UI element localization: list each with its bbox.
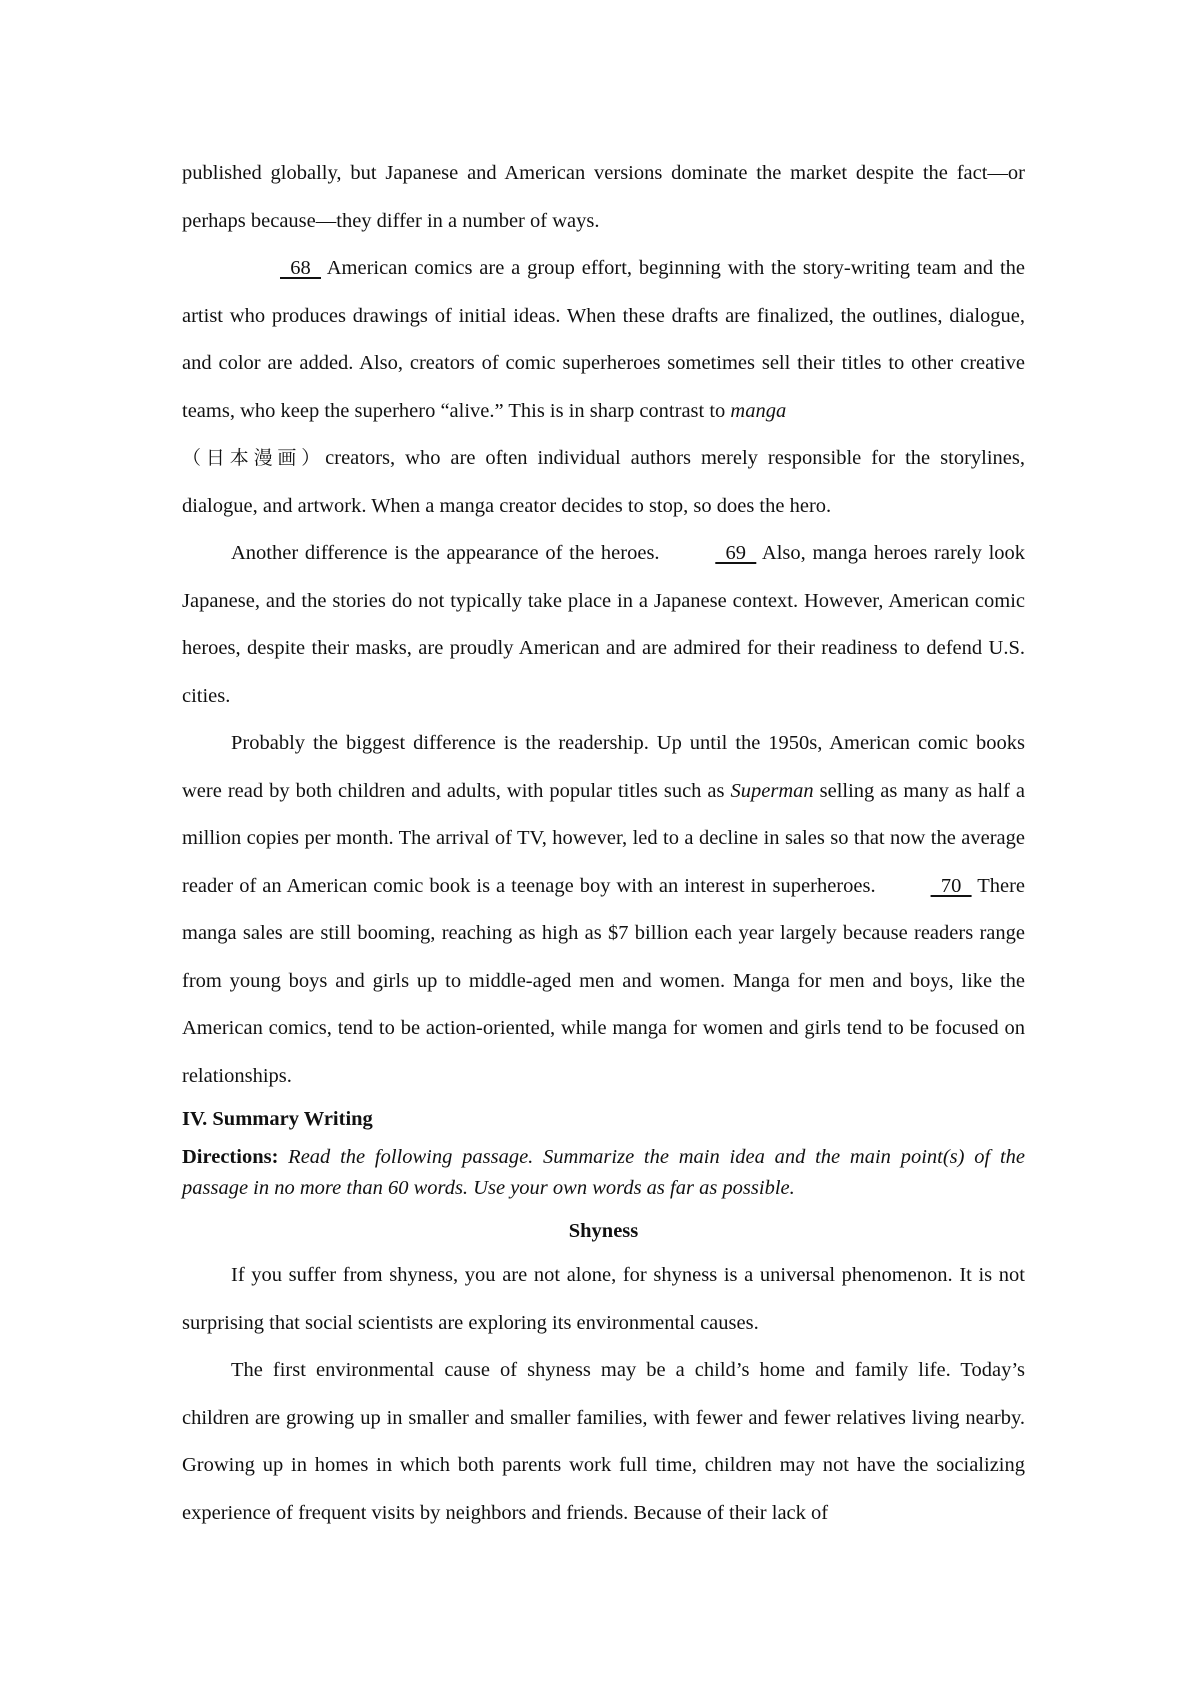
paragraph-group-effort bbox=[182, 245, 1025, 530]
blank-69[interactable]: 69 bbox=[715, 542, 757, 564]
blank-70[interactable]: 70 bbox=[930, 874, 972, 897]
document-page bbox=[182, 150, 1025, 1537]
paragraph-shyness-cause: The first environmental cause of shyness may be a child’s home and family life. Today’s children are growing up in smaller and smaller families, with fewer and fewer relatives living nearby. Growing up in homes in which both parents work full time, children may not have the socializing experience of frequent visits by neighbors and friends. Because of their lack of bbox=[182, 1359, 1025, 1524]
paragraph-text: Probably the biggest difference is the readership. Up until the 1950s, American comic books were read by both children and adults, with popular titles such as bbox=[182, 732, 1025, 802]
paragraph-shyness-intro: If you suffer from shyness, you are not alone, for shyness is a universal phenomenon. It is not surprising that social scientists are exploring its environmental causes. bbox=[182, 1264, 1025, 1334]
paragraph-readership bbox=[182, 720, 1025, 1100]
directions-text: Read the following passage. Summarize the main idea and the main point(s) of the passage in no more than 60 words. Use your own words as far as possible. bbox=[182, 1146, 1025, 1199]
passage-title: Shyness bbox=[568, 1220, 639, 1242]
directions-label: Directions: bbox=[182, 1146, 279, 1168]
paragraph-text: Another difference is the appearance of the heroes. bbox=[231, 542, 667, 564]
directions bbox=[182, 1142, 1025, 1204]
paragraph-text: creators, who are often individual authors merely responsible for the storylines, dialogue, and artwork. When a manga creator decides to stop, so does the hero. bbox=[182, 447, 1025, 517]
italic-term-manga: manga bbox=[730, 399, 787, 422]
paragraph-text: Also, manga heroes rarely look Japanese, and the stories do not typically take place in a Japanese context. However, American comic heroes, despite their masks, are proudly American and are admired for their readiness to defend U.S. cities. bbox=[182, 542, 1026, 707]
paragraph-text: selling as many as half a million copies per month. The arrival of TV, however, led to a decline in sales so that now the average reader of an American comic book is a teenage boy with an interest in superheroes. bbox=[182, 779, 1025, 897]
paragraph-appearance bbox=[182, 530, 1025, 720]
italic-title-superman: Superman bbox=[730, 779, 814, 802]
blank-68[interactable]: 68 bbox=[280, 257, 321, 279]
paragraph-continuation: published globally, but Japanese and American versions dominate the market despite the fact—or perhaps because—they differ in a number of ways. bbox=[182, 162, 1025, 232]
cjk-annotation: （日本漫画） bbox=[182, 447, 326, 469]
paragraph-text: American comics are a group effort, beginning with the story-writing team and the artist who produces drawings of initial ideas. When these drafts are finalized, the outlines, dialogue, and color are added. Also, creators of comic superheroes sometimes sell their titles to other creative teams, who keep the superhero “alive.” This is in sharp contrast to bbox=[182, 257, 1025, 422]
paragraph-text: There manga sales are still booming, reaching as high as $7 billion each year largely because readers range from young boys and girls up to middle-aged men and women. Manga for men and boys, like the American comics, tend to be action-oriented, while manga for women and girls tend to be focused on relationships. bbox=[182, 874, 1026, 1087]
section-heading: IV. Summary Writing bbox=[182, 1108, 373, 1130]
